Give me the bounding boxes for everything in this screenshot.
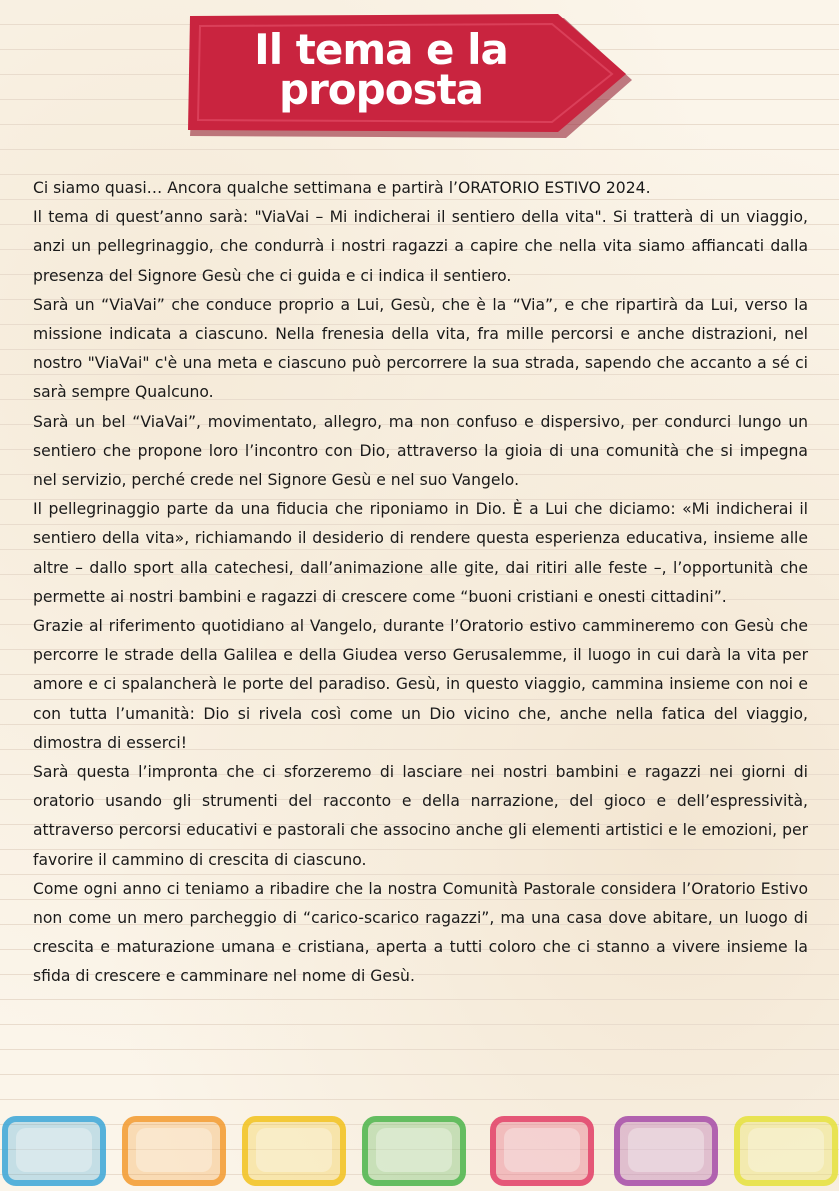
color-tab: [242, 1116, 346, 1186]
color-tab: [614, 1116, 718, 1186]
color-tab: [490, 1116, 594, 1186]
color-tab: [2, 1116, 106, 1186]
title-line-1: Il tema e la: [254, 25, 508, 74]
paragraph: Sarà un bel “ViaVai”, movimentato, allegro, ma non confuso e dispersivo, per condurci lungo un sentiero che propone loro l’incontro con Dio, attraverso la gioia di una comunità che si impegna nel servizio, perché crede nel Signore Gesù e nel suo Vangelo.: [33, 412, 808, 490]
paragraph: Il pellegrinaggio parte da una fiducia che riponiamo in Dio. È a Lui che diciamo: «Mi indicherai il sentiero della vita», richiamando il desiderio di rendere questa esperienza educativa, insieme alle altre – dallo sport alla catechesi, dall’animazione alle gite, dai ritiri alle feste –, l’opportunità che permette ai nostri bambini e ragazzi di crescere come “buoni cristiani e onesti cittadini”.: [33, 500, 808, 606]
page-title: [186, 25, 576, 114]
paragraph: Il tema di quest’anno sarà: "ViaVai – Mi indicherai il sentiero della vita". Si tratterà di un viaggio, anzi un pellegrinaggio, che condurrà i nostri ragazzi a capire che nella vita siamo affiancati dalla presenza del Signore Gesù che ci guida e ci indica il sentiero.: [33, 208, 808, 285]
color-tab: [122, 1116, 226, 1186]
color-tab: [734, 1116, 838, 1186]
paragraph: Sarà questa l’impronta che ci sforzeremo di lasciare nei nostri bambini e ragazzi nei giorni di oratorio usando gli strumenti del racconto e della narrazione, del gioco e dell’espressività, attraverso percorsi educativi e pastorali che associno anche gli elementi artistici e le emozioni, per favorire il cammino di crescita di ciascuno.: [33, 763, 808, 869]
paragraph: Grazie al riferimento quotidiano al Vangelo, durante l’Oratorio estivo cammineremo con Gesù che percorre le strade della Galilea e della Giudea verso Gerusalemme, il luogo in cui darà la vita per amore e ci spalancherà le porte del paradiso. Gesù, in questo viaggio, cammina insieme con noi e con tutta l’umanità: Dio si rivela così come un Dio vicino che, anche nella fatica del viaggio, dimostra di esserci!: [33, 617, 808, 752]
decorative-color-tabs: [0, 1116, 839, 1191]
paragraph: Ci siamo quasi… Ancora qualche settimana e partirà l’ORATORIO ESTIVO 2024.: [33, 179, 651, 197]
article-body: [33, 174, 808, 992]
title-line-2: proposta: [279, 65, 483, 114]
color-tab: [362, 1116, 466, 1186]
paragraph: Sarà un “ViaVai” che conduce proprio a Lui, Gesù, che è la “Via”, e che ripartirà da Lui, verso la missione indicata a ciascuno. Nella frenesia della vita, fra mille percorsi e anche distrazioni, nel nostro "ViaVai" c'è una meta e ciascuno può percorrere la sua strada, sapendo che accanto a sé ci sarà sempre Qualcuno.: [33, 295, 808, 402]
paragraph: Come ogni anno ci teniamo a ribadire che la nostra Comunità Pastorale considera l’Oratorio Estivo non come un mero parcheggio di “carico-scarico ragazzi”, ma una casa dove abitare, un luogo di crescita e maturazione umana e cristiana, aperta a tutti coloro che ci stanno a vivere insieme la sfida di crescere e camminare nel nome di Gesù.: [33, 879, 808, 986]
